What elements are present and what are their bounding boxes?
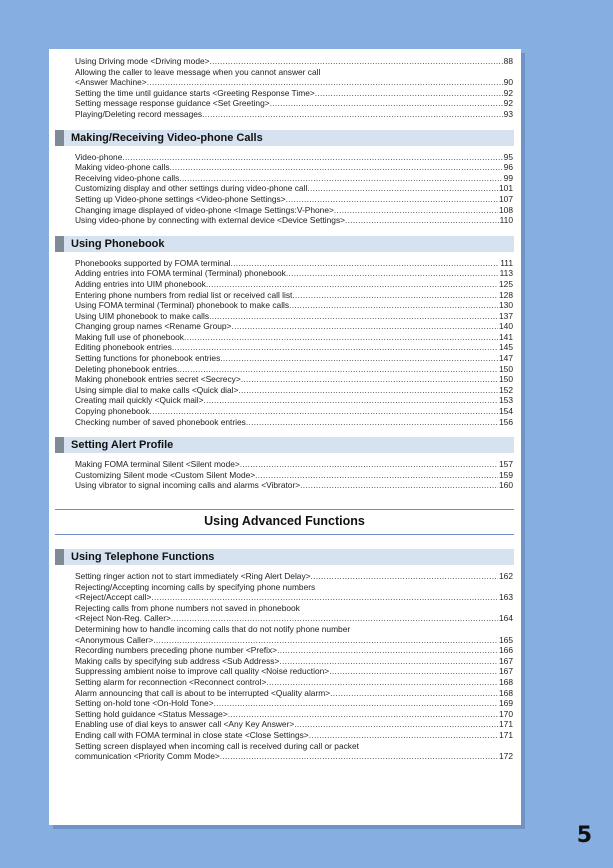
toc-entry-line <box>75 741 513 752</box>
section-title: Using Telephone Functions <box>71 551 215 563</box>
toc-entry <box>75 364 513 375</box>
toc-entry-text: Determining how to handle incoming calls that do not notify phone number <box>75 623 351 634</box>
toc-page-number: 168 <box>499 687 513 698</box>
toc-entry <box>75 385 513 396</box>
toc-page-number: 128 <box>499 289 513 300</box>
dot-leader <box>286 194 498 205</box>
section-header <box>55 437 514 453</box>
toc-page-number: 90 <box>503 77 513 88</box>
dot-leader <box>329 666 498 677</box>
toc-entry <box>75 480 513 491</box>
dot-leader <box>289 300 498 311</box>
dot-leader <box>231 258 500 269</box>
toc-entry <box>75 173 513 184</box>
toc-page-number: 163 <box>499 592 513 603</box>
toc-entry <box>75 624 513 645</box>
toc-entry <box>75 342 513 353</box>
toc-entry-text: Customizing display and other settings during video-phone call <box>75 183 308 194</box>
toc-entry-text: Setting on-hold tone <On-Hold Tone> <box>75 698 214 709</box>
dot-leader <box>294 719 498 730</box>
toc-page-number: 159 <box>499 469 513 480</box>
dot-leader <box>286 268 499 279</box>
dot-leader <box>206 279 498 290</box>
toc-entry-text: <Anonymous Caller> <box>75 634 154 645</box>
toc-entry-text: Changing group names <Rename Group> <box>75 321 232 332</box>
toc-entry <box>75 98 513 109</box>
toc-entry-text: Setting ringer action not to start immediately <Ring Alert Delay> <box>75 571 311 581</box>
toc-entry-text: Using UIM phonebook to make calls <box>75 310 210 321</box>
toc-entry-line <box>75 385 513 396</box>
toc-entry <box>75 332 513 343</box>
dot-leader <box>184 332 498 343</box>
dot-leader <box>246 417 498 428</box>
toc-entry <box>75 311 513 322</box>
toc-entry-text: Copying phonebook <box>75 406 150 417</box>
toc-entry-line <box>75 417 513 428</box>
toc-entry <box>75 582 513 603</box>
toc-entry-line <box>75 480 513 491</box>
toc-entry-text: Video-phone <box>75 151 123 162</box>
toc-entry <box>75 656 513 667</box>
toc-entry-text: Customizing Silent mode <Custom Silent Mode> <box>75 469 256 480</box>
toc-page-number: 157 <box>499 459 513 470</box>
toc-entry-line <box>75 730 513 741</box>
toc-entry-text: Rejecting calls from phone numbers not saved in phonebook <box>75 602 300 613</box>
toc-page-number: 162 <box>499 571 513 581</box>
toc-entry-line <box>75 364 513 375</box>
toc-page-number: 171 <box>499 729 513 740</box>
dot-leader <box>277 645 498 656</box>
toc-entry-line <box>75 751 513 762</box>
toc-entry <box>75 571 513 582</box>
toc-page-number: 96 <box>503 162 513 173</box>
toc-entry-text: Using vibrator to signal incoming calls and alarms <Vibrator> <box>75 480 301 491</box>
toc-page-number: 152 <box>499 384 513 395</box>
toc-entry <box>75 666 513 677</box>
dot-leader <box>150 406 499 417</box>
toc-entry-text: Using Driving mode <Driving mode> <box>75 56 210 66</box>
toc-page-number: 101 <box>499 183 513 194</box>
dot-leader <box>203 395 498 406</box>
dot-leader <box>231 321 498 332</box>
section-title: Using Phonebook <box>71 237 165 250</box>
toc-entry-text: Making FOMA terminal Silent <Silent mode> <box>75 459 240 470</box>
toc-entry-line <box>75 268 513 279</box>
toc-page-number: 93 <box>503 108 513 119</box>
toc-page-number: 153 <box>499 395 513 406</box>
toc-entry-line <box>75 258 513 269</box>
dot-leader <box>209 311 498 322</box>
toc-page-number: 137 <box>499 310 513 321</box>
toc-entry <box>75 417 513 428</box>
toc-entry-line <box>75 719 513 730</box>
page-number: 5 <box>576 823 592 848</box>
toc-entry-text: Alarm announcing that call is about to be interrupted <Quality alarm> <box>75 687 331 698</box>
dot-leader <box>241 374 498 385</box>
dot-leader <box>122 152 502 163</box>
toc-page-number: 92 <box>503 87 513 98</box>
toc-entry-text: Recording numbers preceding phone number <Prefix> <box>75 645 278 656</box>
toc-entry-text: Creating mail quickly <Quick mail> <box>75 395 204 406</box>
toc-entry-line <box>75 109 513 120</box>
toc-page-number: 171 <box>499 719 513 730</box>
toc-page-number: 141 <box>499 331 513 342</box>
dot-leader <box>240 459 498 470</box>
toc-entry-text: Setting hold guidance <Status Message> <box>75 708 228 719</box>
toc-page-number: 110 <box>499 215 513 226</box>
section-header <box>55 236 514 252</box>
toc-entry <box>75 258 513 269</box>
toc-entry-line <box>75 279 513 290</box>
toc-entry-text: Using simple dial to make calls <Quick dial> <box>75 384 239 395</box>
toc-entry-line <box>75 152 513 163</box>
toc-entry <box>75 395 513 406</box>
dot-leader <box>147 77 503 88</box>
dot-leader <box>220 751 498 762</box>
toc-page-number: 130 <box>499 300 513 311</box>
toc-page-number: 164 <box>499 613 513 624</box>
section-header <box>55 549 514 565</box>
section-title: Making/Receiving Video-phone Calls <box>71 131 263 144</box>
dot-leader <box>266 677 498 688</box>
toc-entry-line <box>75 88 513 99</box>
toc-entry-text: <Reject Non-Reg. Caller> <box>75 613 171 624</box>
toc-entry <box>75 56 513 67</box>
toc-entry-line <box>75 194 513 205</box>
toc-page-number: 170 <box>499 708 513 719</box>
chapter-title: Using Advanced Functions <box>204 514 365 528</box>
toc-page-number: 150 <box>499 374 513 385</box>
toc-entry-text: Using video-phone by connecting with external device <Device Settings> <box>75 215 346 226</box>
toc-entry-text: Making full use of phonebook <box>75 331 184 342</box>
toc-page-number: 167 <box>499 666 513 677</box>
toc-page-number: 167 <box>499 655 513 666</box>
toc-entry-line <box>75 311 513 322</box>
dot-leader <box>214 698 498 709</box>
toc-entry-line <box>75 353 513 364</box>
toc-entry <box>75 741 513 762</box>
toc-entry-text: Using FOMA terminal (Terminal) phonebook to make calls <box>75 300 290 311</box>
dot-leader <box>270 98 503 109</box>
toc-page-number: 165 <box>499 634 513 645</box>
toc-page-number: 156 <box>499 416 513 427</box>
dot-leader <box>220 353 498 364</box>
toc-entry-text: Making video-phone calls <box>75 162 170 173</box>
toc-entry-line <box>75 406 513 417</box>
toc-entry-text: Playing/Deleting record messages <box>75 108 203 119</box>
toc-entry-line <box>75 688 513 699</box>
toc-entry-text: Receiving video-phone calls <box>75 172 180 183</box>
toc-entry <box>75 459 513 470</box>
toc-entry <box>75 205 513 216</box>
toc-entry-line <box>75 395 513 406</box>
dot-leader <box>177 364 498 375</box>
dot-leader <box>151 592 498 603</box>
dot-leader <box>172 342 498 353</box>
toc-entry-text: Making phonebook entries secret <Secrecy> <box>75 374 241 385</box>
dot-leader <box>279 656 498 667</box>
toc-entry <box>75 321 513 332</box>
toc-entry-text: Setting up Video-phone settings <Video-phone Settings> <box>75 193 286 204</box>
toc-entry <box>75 88 513 99</box>
toc-entry-text: Editing phonebook entries <box>75 342 172 353</box>
dot-leader <box>315 88 503 99</box>
toc-entry-text: Suppressing ambient noise to improve call quality <Noise reduction> <box>75 666 330 677</box>
toc-entry-text: Deleting phonebook entries <box>75 363 177 374</box>
dot-leader <box>292 290 498 301</box>
toc-entry-text: Rejecting/Accepting incoming calls by specifying phone numbers <box>75 581 316 592</box>
toc-page-number: 88 <box>503 56 513 66</box>
toc-entry-text: Setting screen displayed when incoming call is received during call or packet <box>75 740 359 751</box>
toc-entry-line <box>75 374 513 385</box>
toc-entry-text: <Reject/Accept call> <box>75 592 152 603</box>
toc-entry-text: Making calls by specifying sub address <Sub Address> <box>75 655 280 666</box>
dot-leader <box>334 205 498 216</box>
toc-page-number: 147 <box>499 353 513 364</box>
toc-entry-line <box>75 173 513 184</box>
toc-entry-line <box>75 67 513 78</box>
toc-entry <box>75 300 513 311</box>
toc-page-number: 111 <box>500 257 513 268</box>
toc-page-number: 107 <box>499 193 513 204</box>
toc-entry-line <box>75 290 513 301</box>
toc-entry-line <box>75 571 513 582</box>
toc-entry-text: Adding entries into UIM phonebook <box>75 278 206 289</box>
dot-leader <box>171 613 498 624</box>
dot-leader <box>238 385 498 396</box>
toc-entry <box>75 353 513 364</box>
toc-entry <box>75 719 513 730</box>
toc-entry-line <box>75 582 513 593</box>
toc-entry <box>75 183 513 194</box>
dot-leader <box>311 571 498 582</box>
toc-entry-line <box>75 666 513 677</box>
toc-page-number: 140 <box>499 321 513 332</box>
toc-entry-text: Checking number of saved phonebook entries <box>75 416 246 427</box>
document-page <box>49 49 521 825</box>
toc-entry-text: Allowing the caller to leave message when you cannot answer call <box>75 66 321 77</box>
toc-entry-line <box>75 215 513 226</box>
section-marker <box>55 437 64 453</box>
toc-entry-line <box>75 470 513 481</box>
toc-entry <box>75 603 513 624</box>
dot-leader <box>255 470 498 481</box>
toc-entry <box>75 194 513 205</box>
toc-page-number: 108 <box>499 204 513 215</box>
table-of-contents <box>49 56 521 762</box>
toc-entry <box>75 290 513 301</box>
toc-entry <box>75 688 513 699</box>
toc-entry-line <box>75 698 513 709</box>
toc-entry-line <box>75 205 513 216</box>
toc-entry-line <box>75 656 513 667</box>
toc-entry <box>75 268 513 279</box>
toc-entry-line <box>75 98 513 109</box>
toc-entry-line <box>75 162 513 173</box>
section-marker <box>55 549 64 565</box>
dot-leader <box>309 730 498 741</box>
toc-page-number: 95 <box>503 151 513 162</box>
dot-leader <box>300 480 498 491</box>
toc-entry <box>75 645 513 656</box>
toc-page-number: 125 <box>499 278 513 289</box>
toc-entry-line <box>75 624 513 635</box>
toc-page-number: 113 <box>499 268 513 279</box>
toc-entry <box>75 730 513 741</box>
toc-page-number: 160 <box>499 480 513 491</box>
toc-page-number: 150 <box>499 363 513 374</box>
dot-leader <box>170 162 503 173</box>
toc-entry-line <box>75 613 513 624</box>
toc-entry-line <box>75 645 513 656</box>
dot-leader <box>153 635 498 646</box>
dot-leader <box>330 688 498 699</box>
toc-entry-line <box>75 183 513 194</box>
toc-page-number: 166 <box>499 645 513 656</box>
toc-page-number: 99 <box>503 172 513 183</box>
chapter-header <box>55 509 514 535</box>
toc-page-number: 169 <box>499 698 513 709</box>
toc-entry <box>75 279 513 290</box>
toc-entry-text: Phonebooks supported by FOMA terminal <box>75 257 231 268</box>
toc-page-number: 168 <box>499 676 513 687</box>
toc-entry <box>75 709 513 720</box>
toc-entry <box>75 677 513 688</box>
dot-leader <box>228 709 498 720</box>
section-header <box>55 130 514 146</box>
dot-leader <box>179 173 502 184</box>
toc-entry <box>75 162 513 173</box>
toc-entry-line <box>75 56 513 67</box>
toc-entry-line <box>75 332 513 343</box>
toc-entry <box>75 215 513 226</box>
toc-entry-line <box>75 321 513 332</box>
toc-entry-line <box>75 635 513 646</box>
dot-leader <box>210 56 503 67</box>
toc-entry-text: Setting the time until guidance starts <Greeting Response Time> <box>75 87 315 98</box>
toc-entry-line <box>75 342 513 353</box>
dot-leader <box>307 183 498 194</box>
toc-entry-text: Enabling use of dial keys to answer call <Any Key Answer> <box>75 719 295 730</box>
toc-entry <box>75 109 513 120</box>
toc-entry-text: Setting message response guidance <Set Greeting> <box>75 98 270 109</box>
toc-entry <box>75 67 513 88</box>
toc-entry <box>75 374 513 385</box>
toc-entry <box>75 406 513 417</box>
toc-entry-line <box>75 677 513 688</box>
toc-entry-text: Setting alarm for reconnection <Reconnect control> <box>75 676 267 687</box>
toc-entry <box>75 152 513 163</box>
section-marker <box>55 130 64 146</box>
toc-page-number: 154 <box>499 406 513 417</box>
dot-leader <box>345 215 499 226</box>
toc-entry <box>75 470 513 481</box>
toc-entry-line <box>75 459 513 470</box>
toc-entry-text: <Answer Machine> <box>75 77 147 88</box>
toc-entry-text: Adding entries into FOMA terminal (Terminal) phonebook <box>75 268 286 279</box>
toc-entry-text: Entering phone numbers from redial list or received call list <box>75 289 293 300</box>
toc-entry-text: communication <Priority Comm Mode> <box>75 751 220 762</box>
toc-entry <box>75 698 513 709</box>
toc-entry-line <box>75 709 513 720</box>
toc-entry-line <box>75 77 513 88</box>
toc-page-number: 172 <box>499 751 513 762</box>
toc-entry-text: Changing image displayed of video-phone <Image Settings:V-Phone> <box>75 204 334 215</box>
toc-entry-text: Setting functions for phonebook entries <box>75 353 221 364</box>
toc-page-number: 145 <box>499 342 513 353</box>
dot-leader <box>202 109 503 120</box>
section-title: Setting Alert Profile <box>71 439 174 452</box>
toc-entry-text: Ending call with FOMA terminal in close state <Close Settings> <box>75 729 309 740</box>
toc-entry-line <box>75 300 513 311</box>
toc-page-number: 92 <box>503 98 513 109</box>
toc-entry-line <box>75 603 513 614</box>
toc-entry-line <box>75 592 513 603</box>
section-marker <box>55 236 64 252</box>
